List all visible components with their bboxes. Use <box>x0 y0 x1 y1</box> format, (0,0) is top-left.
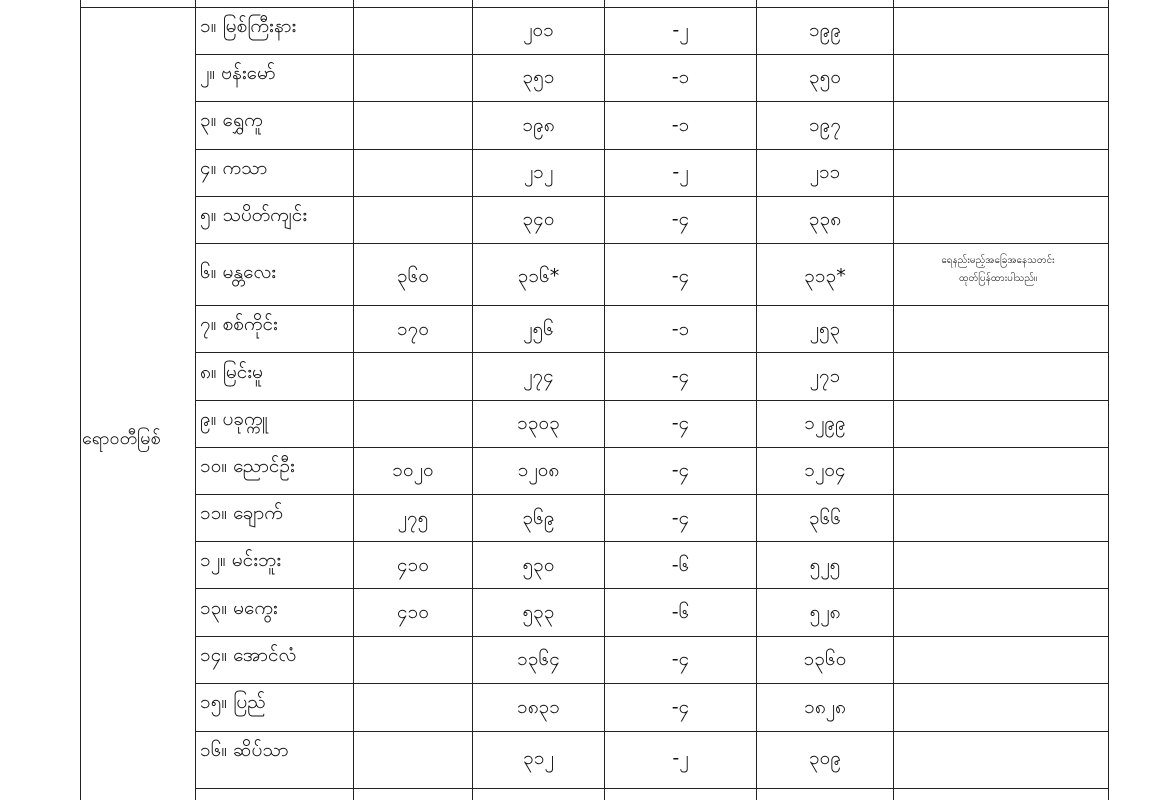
table-top-rule <box>80 7 1109 8</box>
row-divider <box>195 101 1109 102</box>
warning-level: ၂၇၅ <box>397 507 429 529</box>
station-name: ၄။ ကသာ <box>200 157 268 179</box>
water-level-before: ၅၃၀ <box>522 554 555 576</box>
warning-level: ၄၁၀ <box>396 554 430 576</box>
station-name: ၁၂။ မင်းဘူး <box>200 549 282 571</box>
water-level-current: ၃၁၃* <box>804 265 846 287</box>
level-change: -၁ <box>671 66 690 88</box>
water-level-before: ၃၅၁ <box>522 66 555 88</box>
level-change: -၄ <box>671 265 690 287</box>
water-level-before: ၃၁၆* <box>517 265 560 287</box>
level-change: -၂ <box>672 747 689 769</box>
row-divider <box>195 400 1109 401</box>
row-divider <box>195 683 1109 684</box>
water-level-current: ၁၂၉၉ <box>804 412 846 434</box>
station-name: ၁၃။ မကွေး <box>200 597 278 619</box>
water-level-before: ၃၆၉ <box>522 507 555 529</box>
station-name: ၉။ ပခုက္ကူ <box>200 408 269 430</box>
row-divider <box>195 352 1109 353</box>
water-level-current: ၃၆၆ <box>808 507 842 529</box>
level-change: -၄ <box>671 648 690 670</box>
station-name: ၁၀။ ညောင်ဦး <box>200 455 295 477</box>
row-divider <box>195 305 1109 306</box>
water-level-current: ၂၇၁ <box>809 365 841 387</box>
water-level-before: ၅၃၃ <box>522 601 555 623</box>
row-divider <box>195 149 1109 150</box>
station-name: ၁၄။ အောင်လံ <box>200 644 297 666</box>
water-level-current: ၅၂၈ <box>809 601 841 623</box>
region-label: ရောဝတီမြစ် <box>82 428 161 449</box>
level-change: -၂ <box>672 19 689 41</box>
water-level-before: ၂၅၆ <box>523 318 554 340</box>
station-name: ၂။ ဗန်းမော် <box>200 62 276 84</box>
station-name: ၁၆။ ဆိပ်သာ <box>200 739 289 761</box>
station-name: ၁၅။ ပြည် <box>200 691 266 713</box>
row-divider <box>195 541 1109 542</box>
warning-level: ၃၆၀ <box>396 265 430 287</box>
station-name: ၁၁။ ချောက် <box>200 502 283 524</box>
level-change: -၄ <box>671 507 690 529</box>
water-level-current: ၅၂၅ <box>809 554 841 576</box>
table-border-left <box>80 0 81 800</box>
row-divider <box>195 636 1109 637</box>
warning-level: ၁၀၂၀ <box>392 459 434 481</box>
warning-level: ၁၇၀ <box>396 318 430 340</box>
row-divider <box>195 494 1109 495</box>
water-level-before: ၃၁၂ <box>523 747 554 769</box>
water-level-current: ၃၅၀ <box>808 66 842 88</box>
water-level-before: ၁၂၀၈ <box>517 459 560 481</box>
water-level-current: ၃၀၉ <box>808 747 842 769</box>
remark-note: ရေနည်းမည့်အခြေအနေသတင်း ထုတ်ပြန်ထားပါသည်။ <box>941 255 1055 284</box>
station-name: ၅။ သပိတ်ကျင်း <box>200 204 308 226</box>
row-divider <box>195 196 1109 197</box>
water-level-current: ၁၈၂၈ <box>804 696 846 718</box>
row-divider <box>195 788 1109 789</box>
station-name: ၃။ ရွှေကူ <box>200 109 263 131</box>
water-level-before: ၂၇၄ <box>523 365 554 387</box>
level-change: -၂ <box>672 161 689 183</box>
water-level-before: ၁၃၀၃ <box>517 412 560 434</box>
row-divider <box>195 54 1109 55</box>
water-level-current: ၂၁၁ <box>809 161 841 183</box>
level-change: -၄ <box>671 208 690 230</box>
water-level-current: ၃၃၈ <box>808 208 842 230</box>
water-level-current: ၂၅၃ <box>809 318 841 340</box>
station-name: ၈။ မြင်းမူ <box>200 361 263 383</box>
row-divider <box>195 447 1109 448</box>
water-level-current: ၁၉၉ <box>808 19 842 41</box>
level-change: -၆ <box>671 601 690 623</box>
level-change: -၁ <box>671 114 690 136</box>
water-level-current: ၁၂၀၄ <box>804 459 846 481</box>
level-change: -၆ <box>671 554 690 576</box>
water-level-current: ၁၃၆၀ <box>803 648 847 670</box>
water-level-before: ၁၃၆၄ <box>517 648 560 670</box>
water-level-before: ၂၀၁ <box>523 19 554 41</box>
water-level-before: ၁၉၈ <box>522 114 555 136</box>
level-change: -၄ <box>671 696 690 718</box>
level-change: -၄ <box>671 459 690 481</box>
station-name: ၁။ မြစ်ကြီးနား <box>200 15 297 37</box>
station-name: ၇။ စစ်ကိုင်း <box>200 313 278 335</box>
level-change: -၁ <box>671 318 690 340</box>
row-divider <box>195 731 1109 732</box>
water-level-before: ၃၄၀ <box>522 208 555 230</box>
station-name: ၆။ မန္တလေး <box>200 261 277 283</box>
water-level-before: ၁၈၃၁ <box>517 696 560 718</box>
level-change: -၄ <box>671 412 690 434</box>
level-change: -၄ <box>671 365 690 387</box>
warning-level: ၄၁၀ <box>396 601 430 623</box>
row-divider <box>195 243 1109 244</box>
water-level-current: ၁၉၇ <box>808 114 842 136</box>
water-level-before: ၂၁၂ <box>523 161 554 183</box>
row-divider <box>195 588 1109 589</box>
